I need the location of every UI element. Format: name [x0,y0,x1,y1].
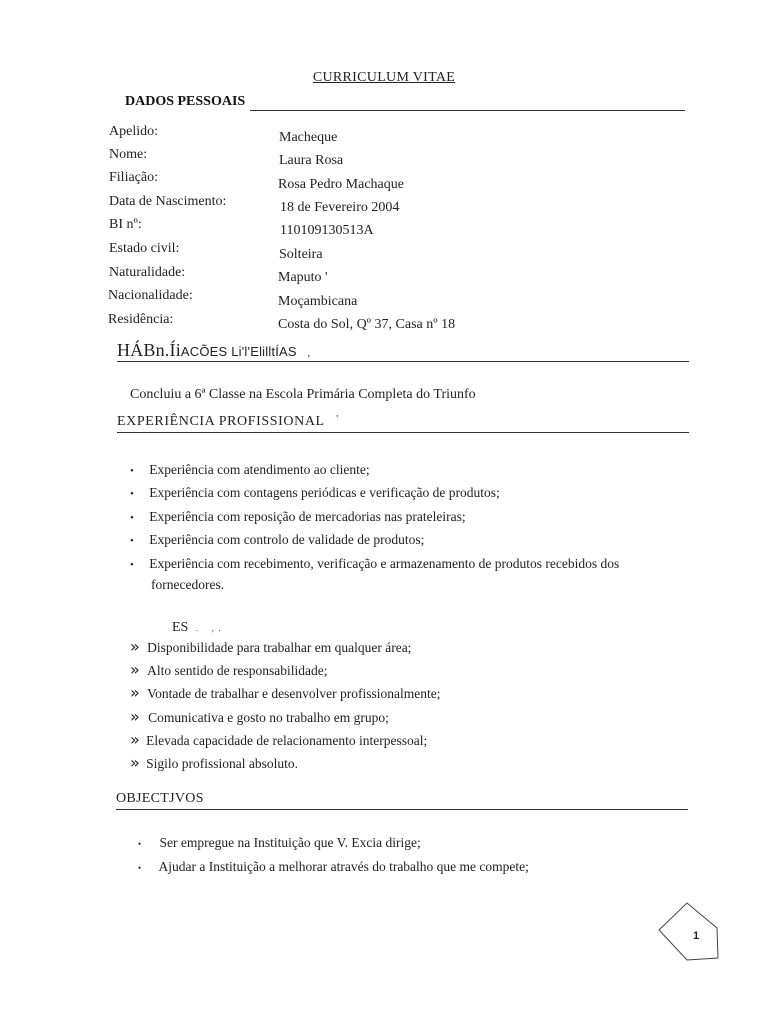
field-label: Nome: [109,147,148,162]
field-label: Naturalidade: [109,265,186,280]
field-value: Maputo ' [278,270,328,285]
heading-text: ES [172,620,189,635]
list-item [130,556,619,572]
section-heading-objectivos: OBJECTJVOS [116,791,204,806]
section-heading-qualidades [172,620,221,636]
list-item-text: Ser empregue na Instituição que V. Excia dirige; [159,835,421,850]
list-item [130,753,298,772]
section-rule [117,361,689,362]
field-value: 18 de Fevereiro 2004 [280,200,400,215]
field-value: Solteira [279,247,323,262]
heading-marks: . , . [195,623,221,633]
list-item [138,859,529,875]
list-item-text: Vontade de trabalhar e desenvolver profissionalmente; [147,686,441,701]
field-value: Rosa Pedro Machaque [278,177,404,192]
section-heading-habilitacoes [117,340,310,361]
list-item [138,835,421,851]
list-item-continuation: fornecedores. [151,577,225,592]
list-item-text: Ajudar a Instituição a melhorar através do trabalho que me compete; [158,859,529,874]
field-value: Laura Rosa [279,153,344,168]
heading-part: , [307,348,311,359]
section-heading-experiencia [117,414,339,430]
bullet-icon: • [138,839,142,849]
list-item [130,707,389,726]
section-rule [250,110,685,111]
bullet-icon: • [130,535,134,547]
section-rule [117,432,689,433]
page-number: 1 [693,930,700,942]
bullet-icon: • [138,863,142,873]
field-value: Moçambicana [278,294,358,309]
list-item [130,462,370,478]
heading-part: HÁBn.Íi [117,340,181,360]
heading-mark: ' [336,414,339,425]
field-value: Macheque [279,130,338,145]
bullet-icon: • [130,465,134,477]
field-value: Costa do Sol, Qº 37, Casa nº 18 [278,317,456,332]
section-heading-dados-pessoais: DADOS PESSOAIS [125,94,246,109]
page-number-badge [655,902,721,962]
list-item [130,730,427,749]
field-label: Nacionalidade: [108,288,193,303]
chevron-right-icon: » [130,637,140,656]
list-item [130,683,440,702]
chevron-right-icon: » [130,753,140,772]
section-rule [116,809,688,810]
list-item-text: Experiência com reposição de mercadorias nas prateleiras; [149,509,466,524]
list-item [130,485,500,501]
heading-text: EXPERIÊNCIA PROFISSIONAL [117,414,325,429]
bullet-icon: • [130,559,134,571]
heading-part: ACÕES Li'l'ElilltÍAS [180,344,297,359]
field-label: Estado civil: [109,241,180,256]
chevron-right-icon: » [130,707,140,726]
field-label: Filiação: [109,170,158,185]
document-title: CURRICULUM VITAE [312,70,456,85]
chevron-right-icon: » [130,730,140,749]
list-item-text: Alto sentido de responsabilidade; [147,663,328,678]
list-item-text: Experiência com atendimento ao cliente; [149,462,370,477]
field-label: Residência: [108,312,174,327]
list-item [130,660,328,679]
list-item-text: Sigilo profissional absoluto. [146,756,299,771]
list-item [130,637,411,656]
list-item-text: Experiência com controlo de validade de produtos; [149,532,425,547]
field-label: Data de Nascimento: [109,194,227,209]
list-item-text: Elevada capacidade de relacionamento interpessoal; [146,733,428,748]
field-label: BI nº: [109,217,142,232]
list-item [130,532,424,548]
list-item-text: Disponibilidade para trabalhar em qualquer área; [147,640,412,655]
bullet-icon: • [130,512,134,524]
field-value: 110109130513A [280,223,374,238]
chevron-right-icon: » [130,660,140,679]
field-label: Apelido: [109,124,158,139]
list-item-text: Experiência com recebimento, verificação e armazenamento de produtos recebidos dos [149,556,620,571]
page-corner-icon [655,902,721,962]
chevron-right-icon: » [130,683,140,702]
list-item-text: Experiência com contagens periódicas e verificação de produtos; [149,485,500,500]
list-item-text: Comunicativa e gosto no trabalho em grupo; [148,710,389,725]
list-item [130,509,466,525]
bullet-icon: • [130,488,134,500]
education-text: Concluiu a 6ª Classe na Escola Primária Completa do Triunfo [130,387,476,402]
